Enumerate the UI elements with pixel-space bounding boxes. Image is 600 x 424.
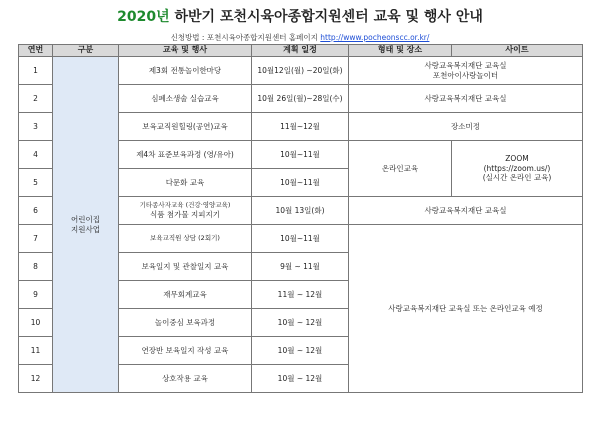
program-name: 보육일지 및 관찰일지 교육 <box>119 253 252 281</box>
program-name: 재무회계교육 <box>119 281 252 309</box>
program-name: 연장반 보육일지 작성 교육 <box>119 337 252 365</box>
subtitle <box>0 32 600 43</box>
row-no: 6 <box>19 197 53 225</box>
program-name-line1: 기타종사자교육 (건강·영양교육) <box>139 201 231 210</box>
title-year: 2020년 <box>117 9 170 25</box>
program-date: 10월 ~ 12월 <box>252 309 349 337</box>
header-site: 사이트 <box>452 45 583 57</box>
place-cell: 사랑교육복지재단 교육실 <box>349 85 583 113</box>
program-date: 11월 ~ 12월 <box>252 281 349 309</box>
row-no: 5 <box>19 169 53 197</box>
program-name-line2: 식품 첨가물 지피지기 <box>150 209 220 219</box>
program-date: 10월~11월 <box>252 169 349 197</box>
page-title <box>0 6 600 26</box>
schedule-table <box>18 44 583 393</box>
program-name: 심폐소생술 실습교육 <box>119 85 252 113</box>
table-header-row <box>19 45 583 57</box>
place-cell: 사랑교육복지재단 교육실 또는 온라인교육 예정 <box>349 225 583 393</box>
row-no: 1 <box>19 57 53 85</box>
program-name: 보육교직원 상담 (2회기) <box>119 225 252 253</box>
header-schedule: 계획 일정 <box>252 45 349 57</box>
row-no: 9 <box>19 281 53 309</box>
row-no: 8 <box>19 253 53 281</box>
program-name: 제3회 전통놀이한마당 <box>119 57 252 85</box>
row-no: 4 <box>19 141 53 169</box>
table-row <box>19 57 583 85</box>
program-name: 제4차 표준보육과정 (영/유아) <box>119 141 252 169</box>
row-no: 3 <box>19 113 53 141</box>
header-form-place: 형태 및 장소 <box>349 45 452 57</box>
header-no: 연번 <box>19 45 53 57</box>
program-name: 상호작용 교육 <box>119 365 252 393</box>
program-date: 11월~12월 <box>252 113 349 141</box>
program-name: 다문화 교육 <box>119 169 252 197</box>
program-name <box>119 197 252 225</box>
program-date: 10월 13일(화) <box>252 197 349 225</box>
category-cell: 어린이집 지원사업 <box>53 57 119 393</box>
site-cell: ZOOM (https://zoom.us/) (실시간 온라인 교육) <box>452 141 583 197</box>
program-date: 10월~11월 <box>252 141 349 169</box>
row-no: 7 <box>19 225 53 253</box>
row-no: 11 <box>19 337 53 365</box>
program-name: 놀이중심 보육과정 <box>119 309 252 337</box>
program-date: 10월~11월 <box>252 225 349 253</box>
header-program: 교육 및 행사 <box>119 45 252 57</box>
homepage-link[interactable]: http://www.pocheonscc.or.kr/ <box>320 33 430 42</box>
header-category: 구분 <box>53 45 119 57</box>
place-cell: 사랑교육복지재단 교육실 <box>349 197 583 225</box>
place-cell: 사랑교육복지재단 교육실 포천아이사랑놀이터 <box>349 57 583 85</box>
place-cell: 장소미정 <box>349 113 583 141</box>
program-date: 10월12일(월) ~20일(화) <box>252 57 349 85</box>
program-date: 10월 ~ 12월 <box>252 365 349 393</box>
program-name: 보육교직원힐링(공연)교육 <box>119 113 252 141</box>
title-text: 하반기 포천시육아종합지원센터 교육 및 행사 안내 <box>169 9 483 25</box>
program-date: 10월 ~ 12월 <box>252 337 349 365</box>
program-date: 9월 ~ 11월 <box>252 253 349 281</box>
row-no: 12 <box>19 365 53 393</box>
row-no: 10 <box>19 309 53 337</box>
subtitle-prefix: 신청방법 : 포천시육아종합지원센터 홈페이지 <box>170 33 318 42</box>
form-cell: 온라인교육 <box>349 141 452 197</box>
row-no: 2 <box>19 85 53 113</box>
program-date: 10월 26일(월)~28일(수) <box>252 85 349 113</box>
